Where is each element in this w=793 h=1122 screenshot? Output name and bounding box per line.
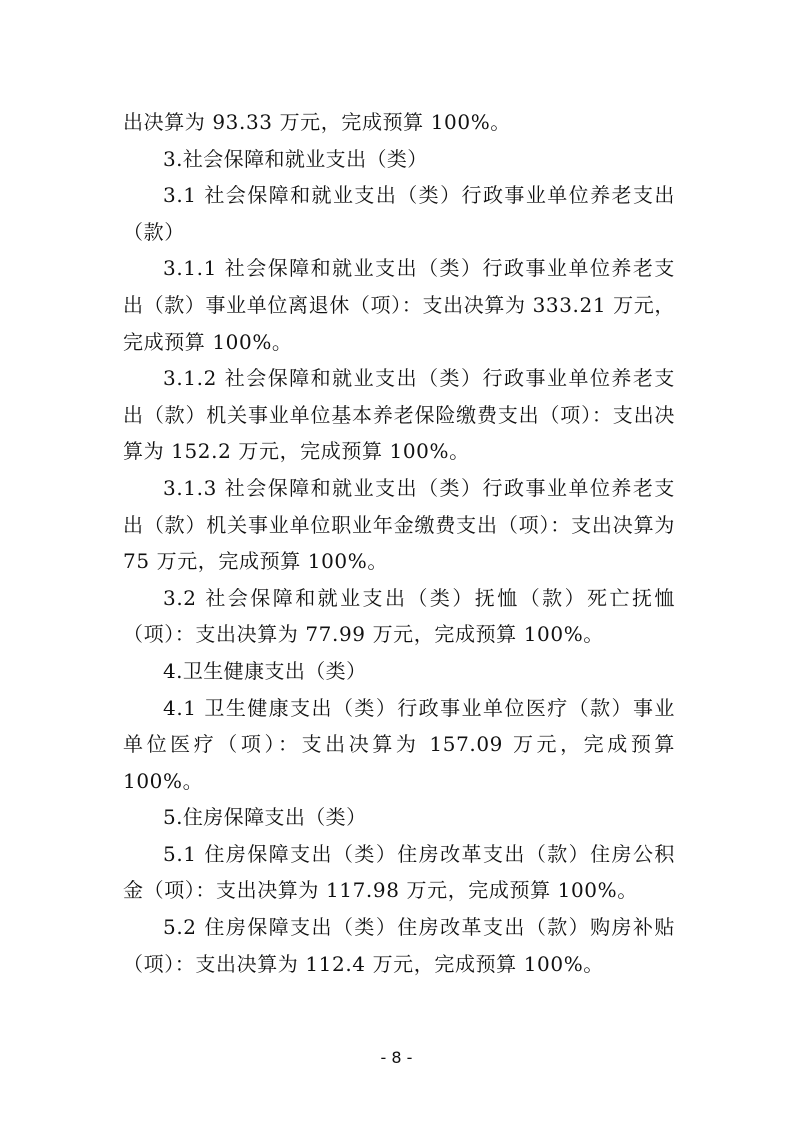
paragraph-housing-fund: 5.1 住房保障支出（类）住房改革支出（款）住房公积金（项）：支出决算为 117.98 万元，完成预算 100%。 — [123, 841, 675, 903]
page-number: - 8 - — [380, 1048, 413, 1067]
paragraph-retirement: 3.1.1 社会保障和就业支出（类）行政事业单位养老支出（款）事业单位离退休（项）：支出决算为 333.21 万元，完成预算 100%。 — [123, 256, 675, 354]
paragraph-continuation: 出决算为 93.33 万元，完成预算 100%。 — [123, 110, 511, 134]
paragraph-death-pension: 3.2 社会保障和就业支出（类）抚恤（款）死亡抚恤（项）：支出决算为 77.99 万元，完成预算 100%。 — [123, 585, 675, 647]
paragraph-medical: 4.1 卫生健康支出（类）行政事业单位医疗（款）事业单位医疗（项）：支出决算为 157.09 万元，完成预算 100%。 — [123, 695, 675, 793]
document-body — [123, 104, 675, 982]
paragraph-occupational-annuity: 3.1.3 社会保障和就业支出（类）行政事业单位养老支出（款）机关事业单位职业年金缴费支出（项）：支出决算为 75 万元，完成预算 100%。 — [123, 475, 675, 574]
section-heading-social-security: 3.社会保障和就业支出（类） — [163, 146, 428, 171]
paragraph-basic-pension: 3.1.2 社会保障和就业支出（类）行政事业单位养老支出（款）机关事业单位基本养老保险缴费支出（项）：支出决算为 152.2 万元，完成预算 100%。 — [123, 366, 675, 464]
section-heading-housing: 5.住房保障支出（类） — [163, 805, 367, 830]
section-heading-health: 4.卫生健康支出（类） — [163, 658, 367, 683]
paragraph-housing-subsidy: 5.2 住房保障支出（类）住房改革支出（款）购房补贴（项）：支出决算为 112.4 万元，完成预算 100%。 — [123, 915, 675, 976]
subsection-heading-pension: 3.1 社会保障和就业支出（类）行政事业单位养老支出（款） — [123, 183, 675, 244]
